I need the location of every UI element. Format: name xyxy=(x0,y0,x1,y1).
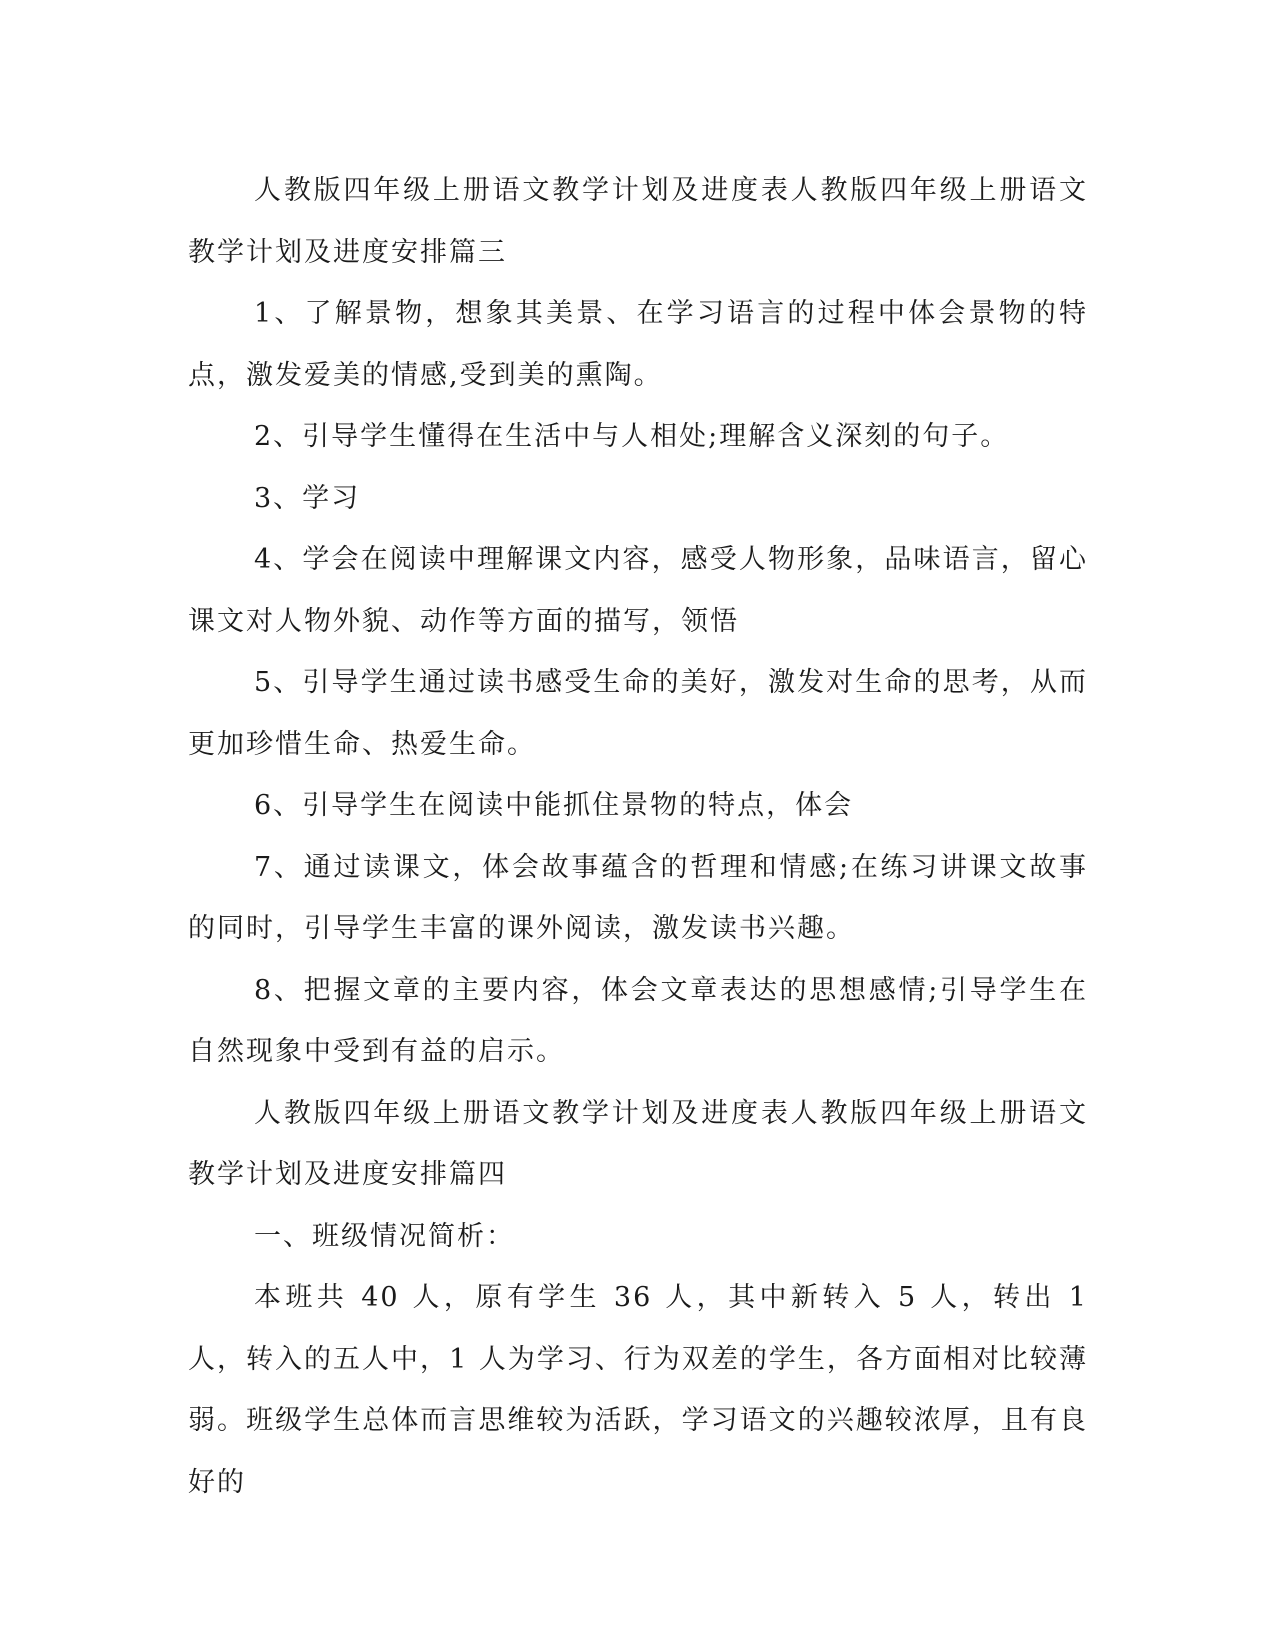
paragraph-goal-1: 1、了解景物，想象其美景、在学习语言的过程中体会景物的特点，激发爱美的情感,受到美的熏陶。 xyxy=(188,298,1088,391)
paragraph-class-analysis: 本班共 40 人，原有学生 36 人，其中新转入 5 人，转出 1 人，转入的五人中，1 人为学习、行为双差的学生，各方面相对比较薄弱。班级学生总体而言思维较为活跃，学习语文的兴趣较浓厚，且有良好的 xyxy=(188,1282,1088,1498)
paragraph-goal-7: 7、通过读课文，体会故事蕴含的哲理和情感;在练习讲课文故事的同时，引导学生丰富的课外阅读，激发读书兴趣。 xyxy=(188,851,1088,944)
paragraph-goal-5: 5、引导学生通过读书感受生命的美好，激发对生命的思考，从而更加珍惜生命、热爱生命。 xyxy=(188,667,1088,760)
document-body xyxy=(188,160,1088,1513)
section-heading-part-4: 人教版四年级上册语文教学计划及进度表人教版四年级上册语文教学计划及进度安排篇四 xyxy=(188,1097,1088,1190)
paragraph-goal-6: 6、引导学生在阅读中能抓住景物的特点，体会 xyxy=(254,790,854,821)
paragraph-goal-4: 4、学会在阅读中理解课文内容，感受人物形象，品味语言，留心课文对人物外貌、动作等方面的描写，领悟 xyxy=(188,544,1088,637)
section-heading-part-3: 人教版四年级上册语文教学计划及进度表人教版四年级上册语文教学计划及进度安排篇三 xyxy=(188,175,1088,268)
paragraph-goal-8: 8、把握文章的主要内容，体会文章表达的思想感情;引导学生在自然现象中受到有益的启示。 xyxy=(188,974,1088,1067)
paragraph-goal-2: 2、引导学生懂得在生活中与人相处;理解含义深刻的句子。 xyxy=(254,421,1010,452)
subheading-class-analysis: 一、班级情况简析： xyxy=(254,1220,515,1252)
paragraph-goal-3: 3、学习 xyxy=(254,482,361,514)
